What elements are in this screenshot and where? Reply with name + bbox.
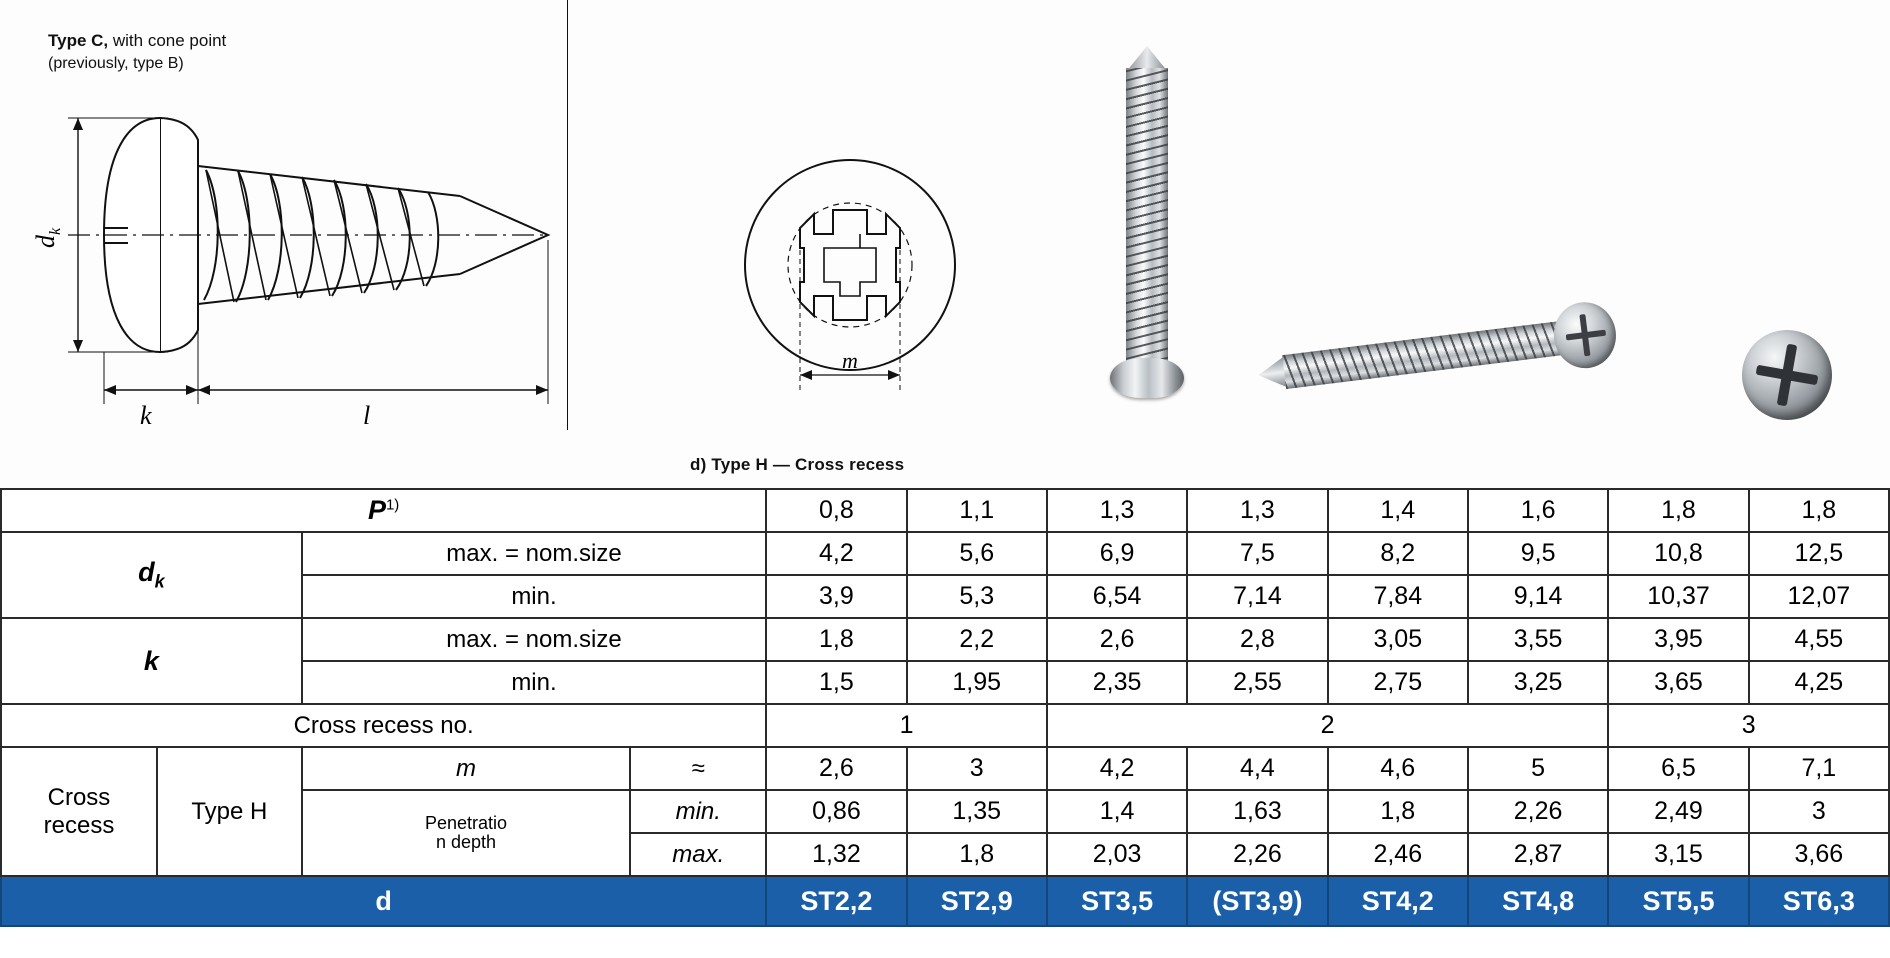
cell: 2,26: [1187, 833, 1327, 876]
cross-recess-label-line1: Cross: [47, 783, 111, 811]
cell: 1,8: [1328, 790, 1468, 833]
cell: 10,8: [1608, 532, 1748, 575]
cell: 6,54: [1047, 575, 1187, 618]
cell: 1,8: [1608, 489, 1748, 532]
row-sublabel-min: min.: [302, 575, 767, 618]
cell: 0,8: [766, 489, 906, 532]
cell: 9,5: [1468, 532, 1608, 575]
row-sublabel-min: min.: [302, 661, 767, 704]
cell: ST4,8: [1468, 876, 1608, 926]
cell: 9,14: [1468, 575, 1608, 618]
cell: 6,9: [1047, 532, 1187, 575]
dim-m-label: m: [842, 348, 858, 373]
cell: 2,8: [1187, 618, 1327, 661]
screw-head-cross: [1550, 299, 1620, 372]
cell: 2,75: [1328, 661, 1468, 704]
table-row-diameter: [1, 876, 1889, 926]
cell: 3,05: [1328, 618, 1468, 661]
cell: 10,37: [1608, 575, 1748, 618]
cell: (ST3,9): [1187, 876, 1327, 926]
row-sublabel-max: max. = nom.size: [302, 618, 767, 661]
cell: 1,8: [766, 618, 906, 661]
cell: 12,07: [1749, 575, 1889, 618]
specification-table: [0, 488, 1890, 927]
cell: 7,1: [1749, 747, 1889, 790]
cell: 2,49: [1608, 790, 1748, 833]
cell: ST5,5: [1608, 876, 1748, 926]
row-sublabel-approx: ≈: [630, 747, 766, 790]
cell: 4,55: [1749, 618, 1889, 661]
cell: 4,6: [1328, 747, 1468, 790]
row-label-d: d: [1, 876, 766, 926]
cell: 12,5: [1749, 532, 1889, 575]
cell: 3,15: [1608, 833, 1748, 876]
cell: 4,4: [1187, 747, 1327, 790]
cell: 1,8: [1749, 489, 1889, 532]
cell: 3: [1608, 704, 1889, 747]
screw-side-view-drawing: [8, 0, 568, 430]
cell: 2: [1047, 704, 1608, 747]
cell: 1,63: [1187, 790, 1327, 833]
cell: 5,3: [907, 575, 1047, 618]
cell: 5: [1468, 747, 1608, 790]
cell: 4,2: [1047, 747, 1187, 790]
row-label-penetration-depth: [302, 790, 631, 876]
type-caption-second: (previously, type B): [48, 54, 184, 72]
penetration-depth-line2: n depth: [435, 832, 497, 852]
type-caption-bold: Type C,: [48, 31, 109, 50]
cell: 2,6: [1047, 618, 1187, 661]
cross-recess-label-line2: recess: [43, 811, 115, 839]
cell: 3,55: [1468, 618, 1608, 661]
cell: 7,5: [1187, 532, 1327, 575]
cell: 5,6: [907, 532, 1047, 575]
cell: 1,8: [907, 833, 1047, 876]
cell: 2,55: [1187, 661, 1327, 704]
cell: ST3,5: [1047, 876, 1187, 926]
cell: 2,03: [1047, 833, 1187, 876]
cell: 1,35: [907, 790, 1047, 833]
cell: 2,87: [1468, 833, 1608, 876]
screw-head: [1110, 358, 1184, 398]
cell: 1,5: [766, 661, 906, 704]
cell: 4,25: [1749, 661, 1889, 704]
cell: 2,26: [1468, 790, 1608, 833]
cell: 4,2: [766, 532, 906, 575]
row-sublabel-max: max. = nom.size: [302, 532, 767, 575]
cell: 1,6: [1468, 489, 1608, 532]
cell: 3: [907, 747, 1047, 790]
table-row: [1, 704, 1889, 747]
row-sublabel-max: max.: [630, 833, 766, 876]
cell: 1,4: [1047, 790, 1187, 833]
cell: 3,9: [766, 575, 906, 618]
penetration-depth-line1: Penetratio: [424, 813, 508, 834]
cross-recess-drawing: [700, 130, 1000, 430]
cell: ST2,2: [766, 876, 906, 926]
type-caption-rest: with cone point: [108, 31, 227, 50]
cell: ST4,2: [1328, 876, 1468, 926]
row-sublabel-min: min.: [630, 790, 766, 833]
cell: 1,1: [907, 489, 1047, 532]
cell: 2,35: [1047, 661, 1187, 704]
cell: ST2,9: [907, 876, 1047, 926]
cell: 2,2: [907, 618, 1047, 661]
cell: 3,25: [1468, 661, 1608, 704]
cell: 1,3: [1187, 489, 1327, 532]
cell: 2,46: [1328, 833, 1468, 876]
row-label-dk: $d_k$: [1, 532, 302, 618]
screw-photo-diagonal: [1262, 297, 1618, 409]
row-label-type-h: Type H: [157, 747, 302, 876]
row-label-cross-recess-no: Cross recess no.: [1, 704, 766, 747]
screw-shank: [1126, 68, 1168, 368]
row-label-pitch: $P^{1)}$: [1, 489, 766, 532]
table-row: [1, 618, 1889, 661]
cell: 3: [1749, 790, 1889, 833]
screw-shank: [1282, 321, 1564, 389]
cell: 1,4: [1328, 489, 1468, 532]
cell: 2,6: [766, 747, 906, 790]
cell: 8,2: [1328, 532, 1468, 575]
cross-recess-caption: d) Type H — Cross recess: [690, 455, 905, 474]
cell: 7,14: [1187, 575, 1327, 618]
dim-l-label: l: [363, 401, 371, 430]
row-label-k: k: [1, 618, 302, 704]
cell: 7,84: [1328, 575, 1468, 618]
table-row: [1, 747, 1889, 790]
row-sublabel-m: m: [302, 747, 631, 790]
cell: 3,66: [1749, 833, 1889, 876]
cell: 3,65: [1608, 661, 1748, 704]
cell: 1: [766, 704, 1047, 747]
table-row: [1, 489, 1889, 532]
cell: 1,3: [1047, 489, 1187, 532]
screw-photo-vertical: [1110, 58, 1184, 418]
dim-k-label: k: [140, 401, 152, 430]
cell: ST6,3: [1749, 876, 1889, 926]
cell: 6,5: [1608, 747, 1748, 790]
cell: 3,95: [1608, 618, 1748, 661]
screw-photo-head-top: [1742, 330, 1832, 420]
cell: 1,32: [766, 833, 906, 876]
table-row: [1, 532, 1889, 575]
dim-dk-label: $d_k$: [31, 227, 64, 248]
cell: 0,86: [766, 790, 906, 833]
cell: 1,95: [907, 661, 1047, 704]
row-label-cross-recess: [1, 747, 157, 876]
